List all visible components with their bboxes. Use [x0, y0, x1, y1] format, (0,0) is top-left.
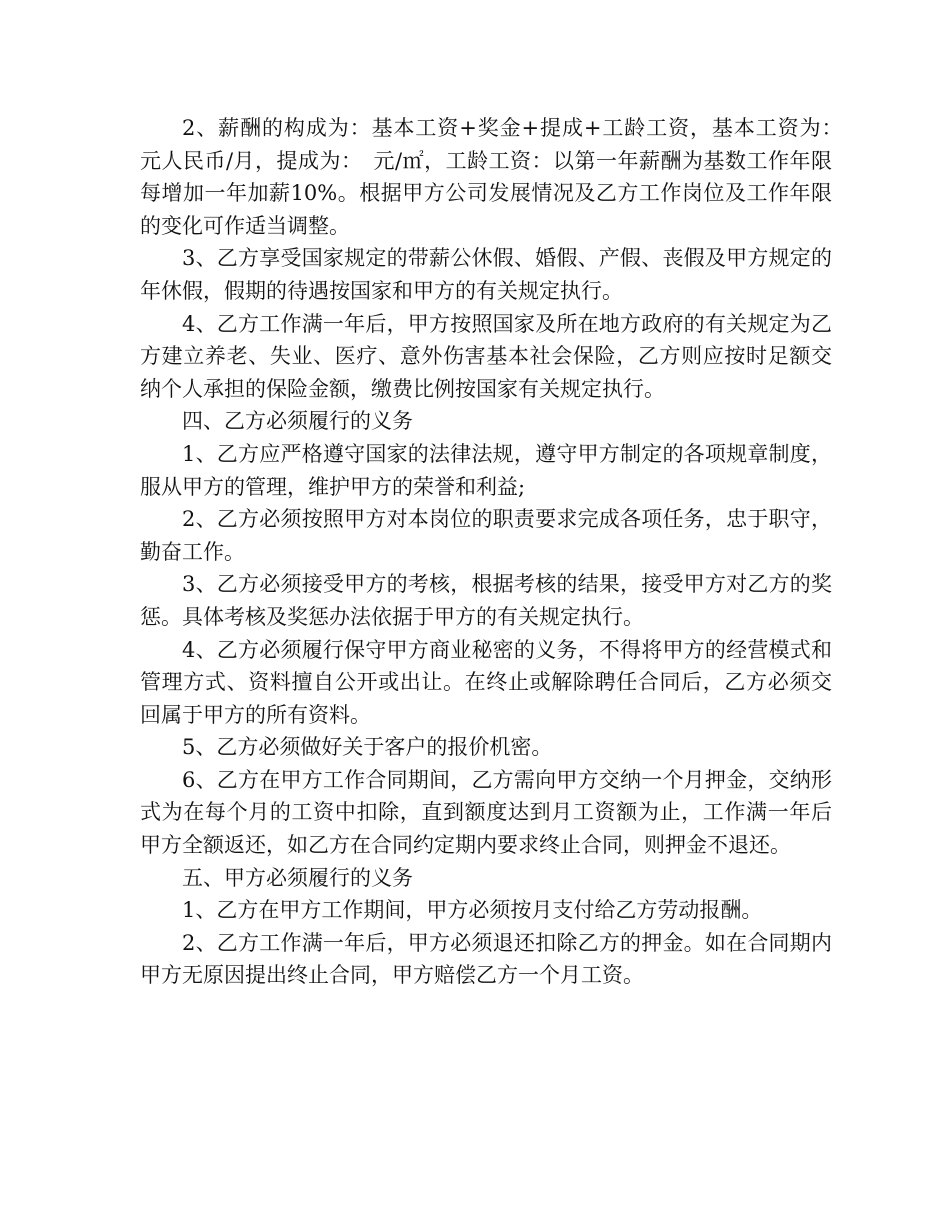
clause-b-assessment: 3、乙方必须接受甲方的考核，根据考核的结果，接受甲方对乙方的奖惩。具体考核及奖惩办法依据于甲方的有关规定执行。 [140, 572, 832, 629]
section-heading-party-a-obligations: 五、甲方必须履行的义务 [182, 865, 413, 890]
clause-a-pay-wages: 1、乙方在甲方工作期间，甲方必须按月支付给乙方劳动报酬。 [182, 898, 763, 923]
clause-a-return-deposit: 2、乙方工作满一年后，甲方必须退还扣除乙方的押金。如在合同期内甲方无原因提出终止合同，甲方赔偿乙方一个月工资。 [140, 930, 832, 988]
clause-b-quote-secrecy: 5、乙方必须做好关于客户的报价机密。 [182, 735, 553, 760]
clause-paid-leave: 3、乙方享受国家规定的带薪公休假、婚假、产假、丧假及甲方规定的年休假，假期的待遇按国家和甲方的有关规定执行。 [140, 246, 832, 303]
clause-salary-structure: 2、薪酬的构成为：基本工资+奖金+提成+工龄工资，基本工资为： 元人民币/月，提成为： 元/㎡，工龄工资：以第一年薪酬为基数工作年限每增加一年加薪10%。根据甲方公司发展情况及乙方工作岗位及工作年限的变化可作适当调整。 [140, 116, 853, 238]
clause-b-confidentiality: 4、乙方必须履行保守甲方商业秘密的义务，不得将甲方的经营模式和管理方式、资料擅自公开或出让。在终止或解除聘任合同后，乙方必须交回属于甲方的所有资料。 [140, 637, 832, 727]
clause-social-insurance: 4、乙方工作满一年后，甲方按照国家及所在地方政府的有关规定为乙方建立养老、失业、医疗、意外伤害基本社会保险，乙方则应按时足额交纳个人承担的保险金额，缴费比例按国家有关规定执行。 [140, 311, 832, 401]
section-heading-party-b-obligations: 四、乙方必须履行的义务 [182, 409, 413, 434]
clause-b-complete-tasks: 2、乙方必须按照甲方对本岗位的职责要求完成各项任务，忠于职守，勤奋工作。 [140, 507, 832, 564]
clause-b-obey-rules: 1、乙方应严格遵守国家的法律法规，遵守甲方制定的各项规章制度，服从甲方的管理，维护甲方的荣誉和利益; [140, 441, 832, 499]
clause-b-deposit: 6、乙方在甲方工作合同期间，乙方需向甲方交纳一个月押金，交纳形式为在每个月的工资中扣除，直到额度达到月工资额为止，工作满一年后甲方全额返还，如乙方在合同约定期内要求终止合同，则押金不退还。 [140, 767, 832, 858]
